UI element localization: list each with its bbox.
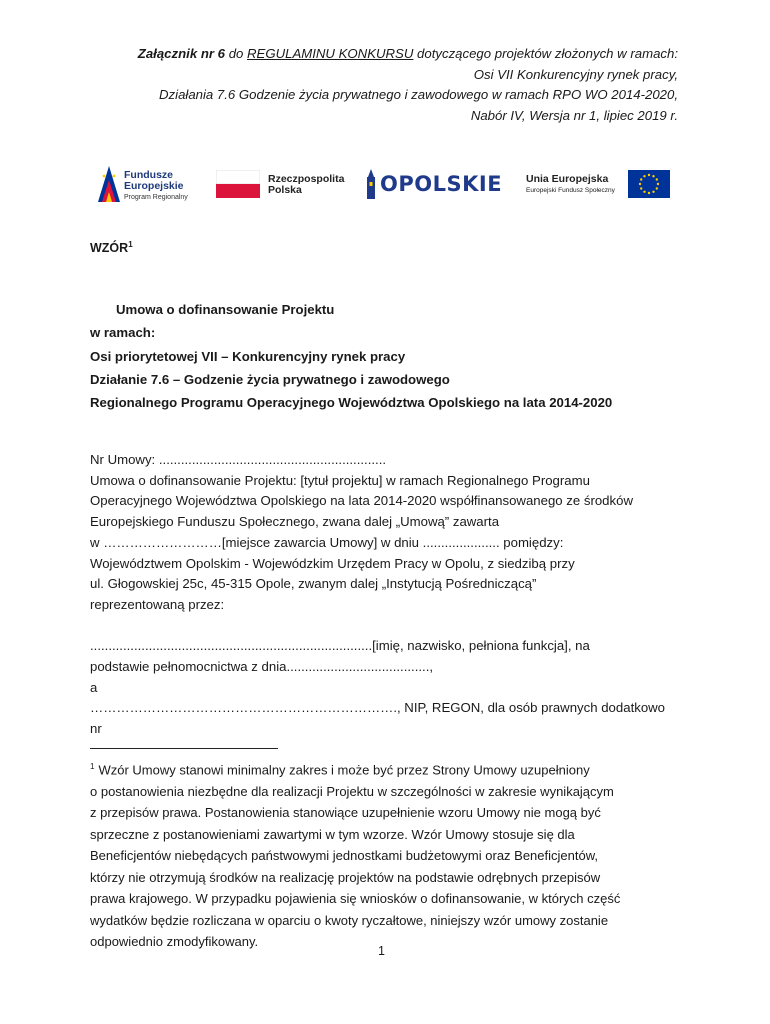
footnote-line: $^1$ Wzór Umowy stanowi minimalny zakres i może być przez Strony Umowy uzupełniony: [90, 762, 590, 778]
footnote-divider: [90, 748, 278, 749]
logo-strip: [96, 164, 676, 204]
opolskie-logo: [364, 164, 504, 204]
title-line-5: Regionalnego Programu Operacyjnego Województwa Opolskiego na lata 2014-2020: [90, 395, 613, 411]
unia-europejska-logo: [526, 164, 676, 204]
ue-line-1: Unia Europejska: [526, 173, 609, 185]
body-line: Operacyjnego Województwa Opolskiego na lata 2014-2020 współfinansowanego ze środków: [90, 493, 633, 509]
header-line-2: Osi VII Konkurencyjny rynek pracy,: [473, 66, 678, 82]
fe-line-3: Program Regionalny: [124, 194, 188, 201]
rp-line-1: Rzeczpospolita: [268, 173, 345, 185]
body-line: Europejskiego Funduszu Społecznego, zwana dalej „Umową” zawarta: [90, 514, 500, 530]
document-header: [90, 44, 678, 126]
fe-line-1: Fundusze: [124, 169, 173, 181]
body-line: ul. Głogowskiej 25c, 45-315 Opole, zwanym dalej „Instytucją Pośredniczącą”: [90, 576, 537, 592]
title-line-4: Działanie 7.6 – Godzenie życia prywatnego i zawodowego: [90, 371, 450, 387]
footnote-line: sprzeczne z postanowieniami zawartymi w tym wzorze. Wzór Umowy stosuje się dla: [90, 826, 575, 842]
footnote-line: wydatków będzie rozliczana w oparciu o kwoty ryczałtowe, niniejszy wzór umowy zostanie: [90, 912, 609, 928]
wzor-heading: [90, 240, 133, 255]
footnote-line: odpowiednio zmodyfikowany.: [90, 934, 259, 950]
header-line-1: [90, 44, 678, 65]
body-line: podstawie pełnomocnictwa z dnia.......................................,: [90, 659, 434, 675]
tower-icon: [364, 169, 378, 199]
body-line: w ………………………[miejsce zawarcia Umowy] w dniu ..................... pomiędzy:: [90, 534, 564, 550]
wzor-label: WZÓR: [90, 241, 129, 256]
title-line-1: Umowa o dofinansowanie Projektu: [116, 302, 335, 317]
body-line: reprezentowaną przez:: [90, 596, 225, 612]
wzor-footnote-ref: 1: [128, 240, 133, 249]
footnote-line: Beneficjentów niebędących państwowymi jednostkami budżetowymi oraz Beneficjentów,: [90, 848, 598, 864]
agreement-body: [90, 450, 678, 740]
annex-to: do: [228, 46, 244, 61]
footnote-number: 1: [90, 762, 95, 771]
page-number: 1: [378, 944, 385, 958]
fe-line-2: Europejskie: [124, 180, 184, 192]
spacer: [90, 616, 678, 637]
header-line-4: Nabór IV, Wersja nr 1, lipiec 2019 r.: [470, 107, 678, 123]
opolskie-wordmark: OPOLSKIE: [380, 172, 503, 196]
footnote: [90, 756, 670, 953]
fe-emblem-icon: [98, 166, 120, 202]
rp-line-2: Polska: [268, 184, 302, 196]
body-line: .............................................................................[imię, nazwisko, pełniona funkcja], na: [90, 638, 590, 654]
ue-line-2: Europejski Fundusz Społeczny: [526, 187, 615, 194]
body-line: Województwem Opolskim - Wojewódzkim Urzędem Pracy w Opolu, z siedzibą przy: [90, 555, 575, 571]
agreement-title: [90, 298, 612, 414]
regulation-name: REGULAMINU KONKURSU: [247, 46, 414, 61]
body-line: ……………………………………………………………., NIP, REGON, dla osób prawnych dodatkowo nr: [90, 700, 666, 737]
polish-flag-icon: [216, 170, 260, 198]
fundusze-europejskie-logo: [96, 164, 206, 204]
footnote-line: prawa krajowego. W przypadku pojawienia się wniosków o dofinansowanie, w których część: [90, 891, 621, 907]
footnote-line: o postanowienia niezbędne dla realizacji Projektu w szczególności w zakresie wynikającym: [90, 783, 614, 799]
contract-number: Nr Umowy: ..............................................................: [90, 452, 387, 467]
annex-label: Załącznik nr 6: [137, 46, 226, 61]
body-line: a: [90, 679, 98, 695]
eu-flag-icon: [628, 170, 670, 198]
title-line-2: w ramach:: [90, 325, 156, 341]
body-line: Umowa o dofinansowanie Projektu: [tytuł projektu] w ramach Regionalnego Programu: [90, 472, 590, 488]
header-line-1-rest: dotyczącego projektów złożonych w ramach:: [417, 46, 678, 61]
rzeczpospolita-polska-logo: [216, 164, 346, 204]
footnote-line: z przepisów prawa. Postanowienia stanowiące uzupełnienie wzoru Umowy nie mogą być: [90, 805, 601, 821]
title-line-3: Osi priorytetowej VII – Konkurencyjny rynek pracy: [90, 348, 406, 364]
footnote-line: którzy nie otrzymują środków na realizację projektów na podstawie odrębnych przepisów: [90, 869, 601, 885]
header-line-3: Działania 7.6 Godzenie życia prywatnego i zawodowego w ramach RPO WO 2014-2020,: [159, 87, 678, 102]
